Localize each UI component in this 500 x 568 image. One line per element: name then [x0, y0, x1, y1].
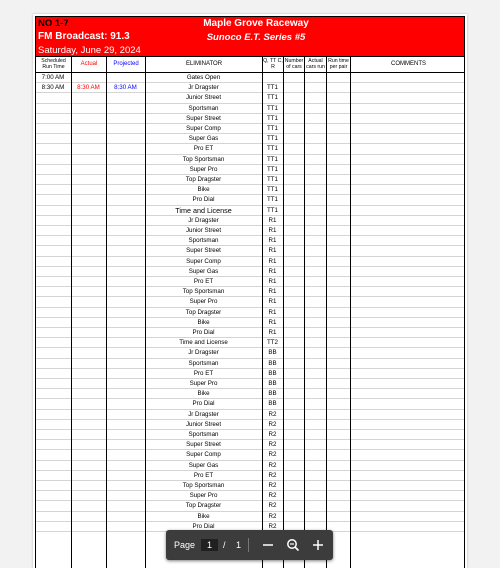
table-row	[35, 257, 465, 267]
table-row	[35, 297, 465, 307]
actual-time-cell	[71, 144, 106, 154]
track-name: Maple Grove Raceway	[203, 18, 309, 29]
actual-time-cell	[71, 226, 106, 236]
actual-time-cell	[71, 440, 106, 450]
table-row	[35, 481, 465, 491]
actual-time-cell	[71, 277, 106, 287]
scheduled-time-cell	[35, 450, 71, 460]
projected-time-cell	[106, 369, 145, 379]
qttcr-cell: TT1	[266, 196, 278, 204]
actual-time-cell	[71, 297, 106, 307]
projected-time-cell: 8:30 AM	[114, 84, 137, 92]
table-row	[35, 155, 465, 165]
qttcr-cell: BB	[268, 359, 277, 367]
scheduled-time-cell	[35, 216, 71, 226]
scheduled-time-cell	[35, 246, 71, 256]
qttcr-cell: TT1	[266, 135, 278, 143]
eliminator-cell: Bike	[197, 318, 210, 326]
scheduled-time-cell	[35, 338, 71, 348]
qttcr-cell: R1	[268, 267, 277, 275]
eliminator-cell: Super Comp	[186, 257, 221, 265]
table-row	[35, 287, 465, 297]
table-row	[35, 93, 465, 103]
table-row	[35, 491, 465, 501]
header-banner	[35, 16, 465, 57]
qttcr-cell: R1	[268, 247, 277, 255]
actual-time-cell	[71, 491, 106, 501]
eliminator-cell: Bike	[197, 390, 210, 398]
scheduled-time-cell	[35, 257, 71, 267]
qttcr-cell: TT1	[266, 114, 278, 122]
table-row	[35, 501, 465, 511]
projected-time-cell	[106, 155, 145, 165]
actual-time-cell	[71, 93, 106, 103]
actual-time-cell	[71, 124, 106, 134]
qttcr-cell: R2	[268, 512, 277, 520]
scheduled-time-cell	[35, 236, 71, 246]
table-row	[35, 144, 465, 154]
projected-time-cell	[106, 522, 145, 532]
eliminator-cell: Time and License	[175, 205, 232, 215]
eliminator-cell: Sportsman	[188, 431, 219, 438]
projected-time-cell	[106, 195, 145, 205]
actual-time-cell	[71, 246, 106, 256]
scheduled-time-cell	[35, 410, 71, 420]
qttcr-cell: R1	[268, 308, 277, 316]
eliminator-cell: Super Gas	[188, 135, 219, 143]
actual-time-cell	[71, 104, 106, 114]
eliminator-cell: Super Pro	[189, 492, 218, 500]
eliminator-cell: Junior Street	[185, 94, 222, 102]
table-row	[35, 318, 465, 328]
scheduled-time-cell: 8:30 AM	[41, 84, 65, 92]
table-row	[35, 471, 465, 481]
page-label: Page	[174, 540, 196, 550]
projected-time-cell	[106, 226, 145, 236]
projected-time-cell	[106, 461, 145, 471]
eliminator-cell: Super Comp	[186, 451, 221, 459]
qttcr-cell: BB	[268, 400, 277, 408]
scheduled-time-cell	[35, 440, 71, 450]
actual-time-cell: 8:30 AM	[77, 84, 100, 92]
actual-time-cell	[71, 359, 106, 369]
eliminator-cell: Sportsman	[188, 359, 219, 367]
eliminator-cell: Bike	[197, 512, 210, 520]
eliminator-cell: Super Pro	[189, 298, 218, 306]
actual-time-cell	[71, 155, 106, 165]
table-row	[35, 512, 465, 522]
qttcr-cell: R2	[268, 522, 277, 530]
table-header	[35, 57, 465, 73]
eliminator-cell: Super Gas	[188, 267, 219, 275]
eliminator-cell: Pro ET	[193, 471, 214, 479]
qttcr-cell: R1	[268, 288, 277, 296]
col-number: Number of cars	[284, 57, 305, 72]
eliminator-cell: Super Pro	[189, 380, 218, 387]
qttcr-cell: R2	[268, 410, 277, 418]
actual-time-cell	[71, 257, 106, 267]
table-row	[35, 226, 465, 236]
col-actual: Actual	[72, 57, 107, 72]
col-actual-cars: Actual cars run	[305, 57, 327, 72]
scheduled-time-cell	[35, 501, 71, 511]
qttcr-cell: R2	[268, 502, 277, 510]
actual-time-cell	[71, 501, 106, 511]
table-row	[35, 236, 465, 246]
table-row	[35, 348, 465, 358]
total-pages: 1	[236, 540, 242, 550]
eliminator-cell: Jr Dragster	[188, 349, 219, 357]
scheduled-time-cell	[35, 399, 71, 409]
actual-time-cell	[71, 216, 106, 226]
pdf-page	[33, 14, 467, 568]
projected-time-cell	[106, 379, 145, 389]
page-number-input[interactable]: 1	[201, 539, 218, 551]
actual-time-cell	[71, 318, 106, 328]
qttcr-cell: BB	[268, 380, 277, 387]
table-row	[35, 450, 465, 460]
table-row	[35, 165, 465, 175]
projected-time-cell	[106, 236, 145, 246]
scheduled-time-cell	[35, 287, 71, 297]
projected-time-cell	[106, 297, 145, 307]
qttcr-cell: TT1	[266, 84, 278, 92]
projected-time-cell	[106, 114, 145, 124]
qttcr-cell: R1	[268, 318, 277, 326]
qttcr-cell: R2	[268, 420, 277, 428]
projected-time-cell	[106, 491, 145, 501]
table-row	[35, 246, 465, 256]
projected-time-cell	[106, 410, 145, 420]
actual-time-cell	[71, 512, 106, 522]
scheduled-time-cell	[35, 430, 71, 440]
projected-time-cell	[106, 104, 145, 114]
scheduled-time-cell	[35, 277, 71, 287]
actual-time-cell	[71, 338, 106, 348]
actual-time-cell	[71, 399, 106, 409]
projected-time-cell	[106, 328, 145, 338]
page-separator: /	[223, 540, 226, 550]
eliminator-cell: Super Street	[186, 441, 221, 449]
eliminator-cell: Super Street	[186, 247, 221, 255]
actual-time-cell	[71, 522, 106, 532]
projected-time-cell	[106, 93, 145, 103]
eliminator-cell: Top Dragster	[185, 308, 222, 316]
table-row	[35, 399, 465, 409]
qttcr-cell: R2	[268, 471, 277, 479]
projected-time-cell	[106, 308, 145, 318]
qttcr-cell: R2	[268, 492, 277, 500]
eliminator-cell: Pro Dial	[192, 196, 215, 204]
table-row	[35, 216, 465, 226]
actual-time-cell	[71, 287, 106, 297]
actual-time-cell	[71, 206, 106, 216]
qttcr-cell: TT1	[266, 206, 278, 214]
scheduled-time-cell	[35, 226, 71, 236]
scheduled-time-cell	[35, 297, 71, 307]
table-row	[35, 73, 465, 83]
scheduled-time-cell	[35, 165, 71, 175]
qttcr-cell: R1	[268, 329, 277, 336]
scheduled-time-cell	[35, 155, 71, 165]
projected-time-cell	[106, 440, 145, 450]
qttcr-cell: TT1	[266, 155, 278, 163]
projected-time-cell	[106, 430, 145, 440]
scheduled-time-cell	[35, 104, 71, 114]
col-projected: Projected	[107, 57, 146, 72]
eliminator-cell: Top Sportsman	[182, 155, 225, 163]
eliminator-cell: Pro ET	[193, 369, 214, 377]
projected-time-cell	[106, 318, 145, 328]
qttcr-cell: BB	[268, 390, 277, 398]
scheduled-time-cell	[35, 481, 71, 491]
eliminator-cell: Pro ET	[193, 278, 214, 285]
scheduled-time-cell	[35, 144, 71, 154]
qttcr-cell: R1	[268, 237, 277, 245]
projected-time-cell	[106, 124, 145, 134]
qttcr-cell: TT1	[266, 125, 278, 132]
qttcr-cell: R2	[268, 451, 277, 459]
eliminator-cell: Junior Street	[185, 227, 222, 234]
col-comments: COMMENTS	[391, 60, 426, 67]
projected-time-cell	[106, 277, 145, 287]
projected-time-cell	[106, 287, 145, 297]
table-row	[35, 379, 465, 389]
actual-time-cell	[71, 236, 106, 246]
scheduled-time-cell: 7:00 AM	[41, 74, 65, 81]
projected-time-cell	[106, 246, 145, 256]
table-row	[35, 124, 465, 134]
actual-time-cell	[71, 471, 106, 481]
table-row	[35, 308, 465, 318]
actual-time-cell	[71, 389, 106, 399]
actual-time-cell	[71, 134, 106, 144]
qttcr-cell: R2	[268, 431, 277, 438]
scheduled-time-cell	[35, 93, 71, 103]
fm-broadcast: FM Broadcast: 91.3	[38, 31, 130, 42]
scheduled-time-cell	[35, 185, 71, 195]
eliminator-cell: Sportsman	[188, 104, 219, 112]
qttcr-cell: TT1	[266, 165, 278, 173]
qttcr-cell	[262, 73, 283, 83]
series-name: Sunoco E.T. Series #5	[206, 32, 306, 43]
qttcr-cell: TT1	[266, 94, 278, 102]
projected-time-cell	[106, 267, 145, 277]
scheduled-time-cell	[35, 175, 71, 185]
scheduled-time-cell	[35, 124, 71, 134]
magnifier-icon[interactable]	[283, 536, 303, 554]
table-row	[35, 185, 465, 195]
qttcr-cell: R1	[268, 298, 277, 306]
projected-time-cell	[106, 399, 145, 409]
qttcr-cell: R2	[268, 461, 277, 469]
actual-time-cell	[71, 461, 106, 471]
scheduled-time-cell	[35, 328, 71, 338]
scheduled-time-cell	[35, 195, 71, 205]
col-run-time: Run time per pair	[327, 57, 351, 72]
scheduled-time-cell	[35, 359, 71, 369]
projected-time-cell	[106, 144, 145, 154]
actual-time-cell	[71, 420, 106, 430]
event-number: NO 1-7	[38, 18, 69, 29]
qttcr-cell: TT1	[266, 186, 278, 194]
minus-icon[interactable]	[258, 536, 278, 554]
qttcr-cell: BB	[268, 369, 277, 377]
table-row	[35, 175, 465, 185]
scheduled-time-cell	[35, 114, 71, 124]
table-row	[35, 267, 465, 277]
table-row	[35, 83, 465, 93]
qttcr-cell: TT2	[266, 339, 278, 347]
actual-time-cell	[71, 267, 106, 277]
qttcr-cell: R1	[268, 257, 277, 265]
table-row	[35, 430, 465, 440]
eliminator-cell: Time and License	[179, 339, 228, 347]
eliminator-cell: Pro ET	[193, 145, 214, 153]
table-row	[35, 389, 465, 399]
projected-time-cell	[106, 389, 145, 399]
table-row	[35, 410, 465, 420]
eliminator-cell: Bike	[197, 186, 210, 194]
projected-time-cell	[106, 185, 145, 195]
qttcr-cell: BB	[268, 349, 277, 357]
eliminator-cell: Super Comp	[186, 125, 221, 132]
scheduled-time-cell	[35, 461, 71, 471]
projected-time-cell	[106, 338, 145, 348]
scheduled-time-cell	[35, 318, 71, 328]
eliminator-cell: Jr Dragster	[188, 84, 219, 92]
eliminator-cell: Jr Dragster	[188, 410, 219, 418]
col-qttcr: Q, TT C, R	[263, 57, 284, 72]
eliminator-cell: Jr Dragster	[188, 216, 219, 224]
eliminator-cell: Top Sportsman	[182, 288, 225, 296]
actual-time-cell	[71, 369, 106, 379]
eliminator-cell: Pro Dial	[192, 329, 215, 336]
actual-time-cell	[71, 379, 106, 389]
table-row	[35, 114, 465, 124]
table-row	[35, 195, 465, 205]
toolbar-divider	[248, 538, 249, 552]
scheduled-time-cell	[35, 512, 71, 522]
actual-time-cell	[71, 114, 106, 124]
eliminator-cell: Pro Dial	[192, 400, 215, 408]
col-eliminator: ELIMINATOR	[146, 57, 263, 72]
eliminator-cell: Sportsman	[188, 237, 219, 245]
table-row	[35, 338, 465, 348]
projected-time-cell	[106, 501, 145, 511]
table-row	[35, 440, 465, 450]
actual-time-cell	[71, 308, 106, 318]
qttcr-cell: TT1	[266, 104, 278, 112]
table-row	[35, 206, 465, 216]
eliminator-cell: Junior Street	[185, 420, 222, 428]
eliminator-cell: Top Dragster	[185, 176, 222, 183]
actual-time-cell	[71, 481, 106, 491]
actual-time-cell	[71, 430, 106, 440]
projected-time-cell	[106, 512, 145, 522]
scheduled-time-cell	[35, 491, 71, 501]
col-scheduled: Scheduled Run Time	[36, 57, 72, 72]
table-row	[35, 461, 465, 471]
projected-time-cell	[106, 257, 145, 267]
actual-time-cell	[71, 185, 106, 195]
scheduled-time-cell	[35, 379, 71, 389]
projected-time-cell	[106, 450, 145, 460]
eliminator-cell: Super Pro	[189, 165, 218, 173]
qttcr-cell: R1	[268, 216, 277, 224]
table-row	[35, 104, 465, 114]
scheduled-time-cell	[35, 267, 71, 277]
projected-time-cell	[106, 175, 145, 185]
qttcr-cell: R2	[268, 441, 277, 449]
qttcr-cell: R1	[268, 278, 277, 285]
actual-time-cell	[71, 175, 106, 185]
scheduled-time-cell	[35, 134, 71, 144]
scheduled-time-cell	[35, 308, 71, 318]
qttcr-cell: R1	[268, 227, 277, 234]
scheduled-time-cell	[35, 369, 71, 379]
pdf-toolbar	[166, 530, 333, 560]
projected-time-cell	[106, 134, 145, 144]
plus-icon[interactable]	[308, 536, 328, 554]
projected-time-cell	[106, 165, 145, 175]
event-date: Saturday, June 29, 2024	[38, 45, 141, 56]
scheduled-time-cell	[35, 522, 71, 532]
actual-time-cell	[71, 410, 106, 420]
actual-time-cell	[71, 328, 106, 338]
eliminator-cell: Super Street	[186, 114, 221, 122]
table-row	[35, 328, 465, 338]
scheduled-time-cell	[35, 420, 71, 430]
actual-time-cell	[71, 195, 106, 205]
actual-time-cell	[71, 348, 106, 358]
table-row	[35, 369, 465, 379]
eliminator-cell: Super Gas	[188, 461, 219, 469]
actual-time-cell	[71, 73, 106, 83]
scheduled-time-cell	[35, 471, 71, 481]
actual-time-cell	[71, 450, 106, 460]
scheduled-time-cell	[35, 206, 71, 216]
actual-time-cell	[71, 165, 106, 175]
projected-time-cell	[106, 481, 145, 491]
table-row	[35, 134, 465, 144]
projected-time-cell	[106, 359, 145, 369]
qttcr-cell: TT1	[266, 176, 278, 183]
eliminator-cell: Top Sportsman	[182, 482, 225, 489]
projected-time-cell	[106, 420, 145, 430]
projected-time-cell	[106, 348, 145, 358]
qttcr-cell: TT1	[266, 145, 278, 153]
table-row	[35, 420, 465, 430]
projected-time-cell	[106, 216, 145, 226]
projected-time-cell	[106, 206, 145, 216]
eliminator-cell: Pro Dial	[192, 522, 215, 530]
projected-time-cell	[106, 471, 145, 481]
scheduled-time-cell	[35, 348, 71, 358]
scheduled-time-cell	[35, 389, 71, 399]
projected-time-cell	[106, 73, 145, 83]
table-row	[35, 277, 465, 287]
eliminator-cell: Top Dragster	[185, 502, 222, 510]
table-row	[35, 359, 465, 369]
qttcr-cell: R2	[268, 482, 277, 489]
eliminator-cell: Gates Open	[186, 74, 221, 81]
